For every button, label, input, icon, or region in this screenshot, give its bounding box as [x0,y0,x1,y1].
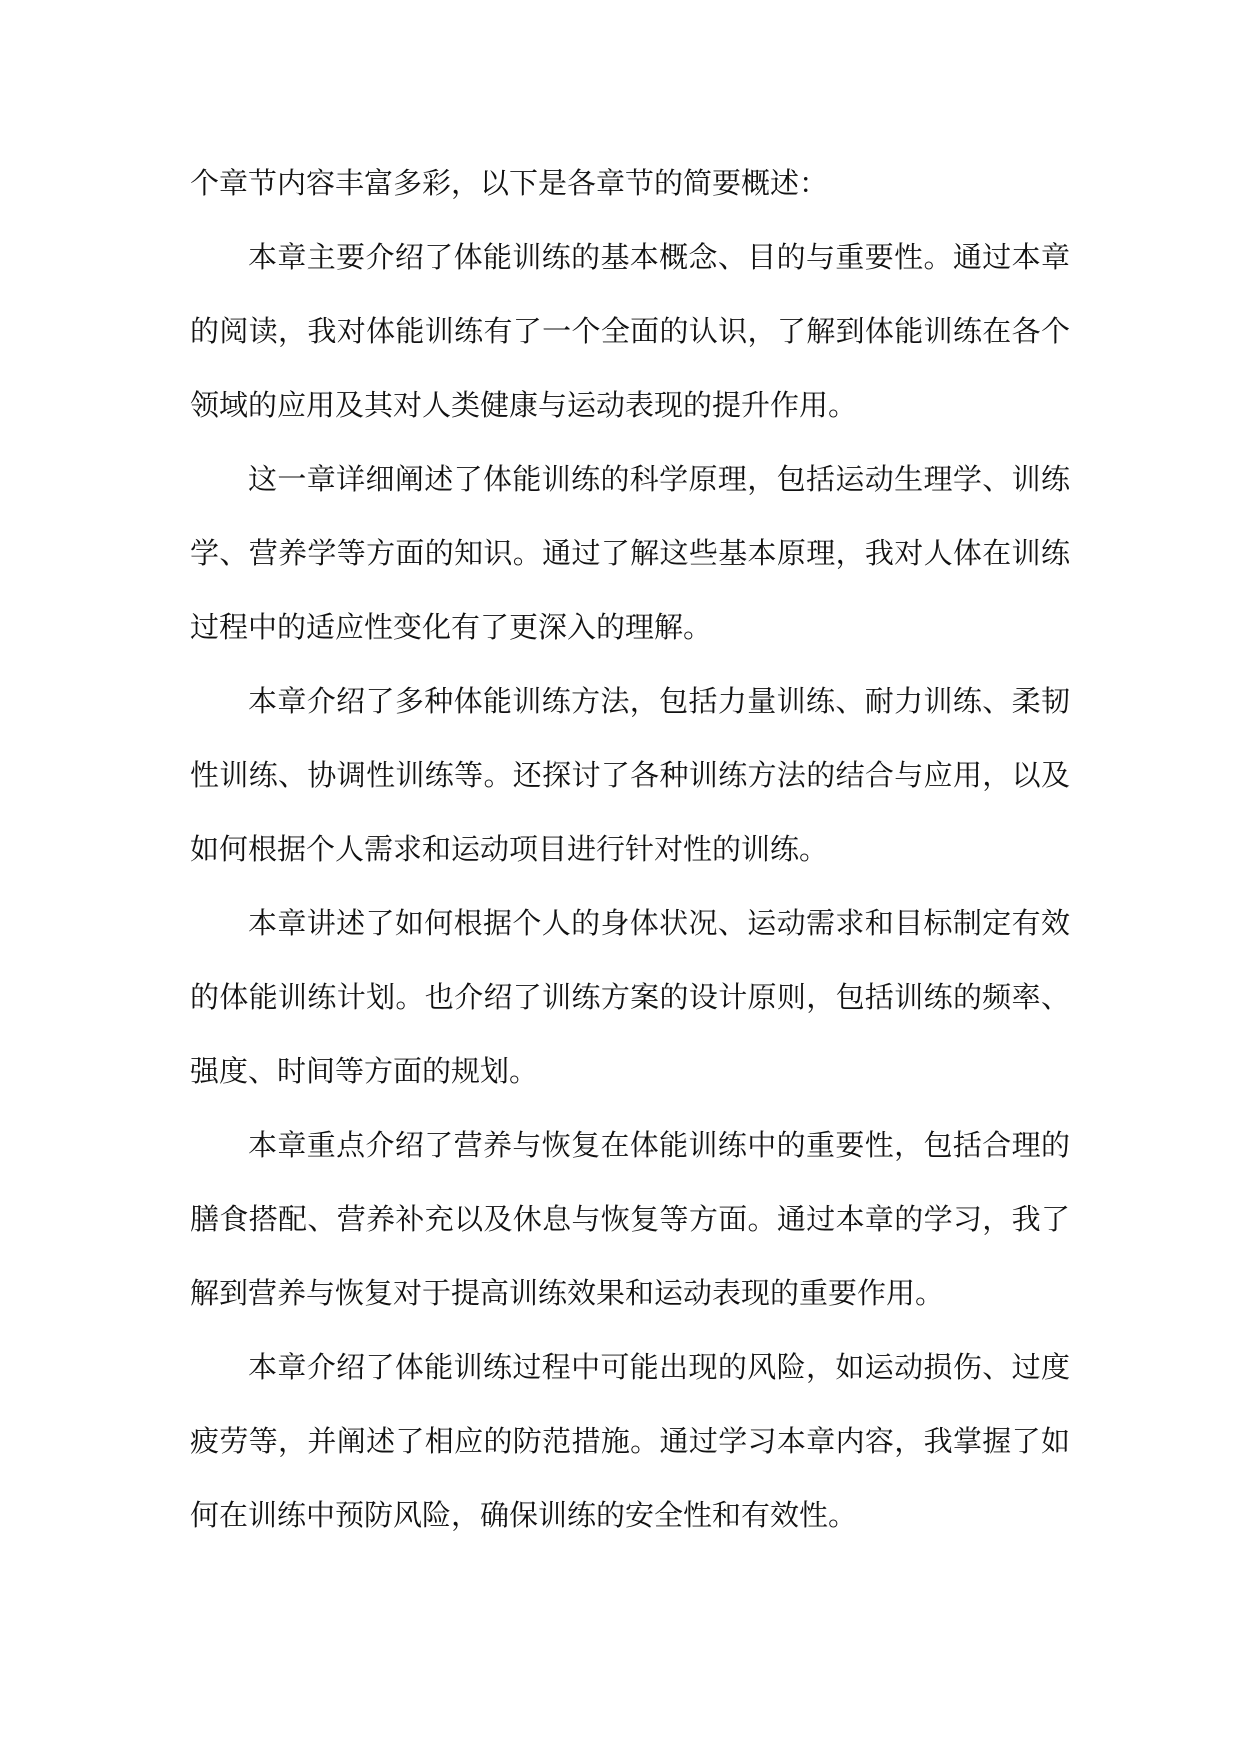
paragraph-chapter-overview: 本章主要介绍了体能训练的基本概念、目的与重要性。通过本章的阅读，我对体能训练有了一个全面的认识，了解到体能训练在各个领域的应用及其对人类健康与运动表现的提升作用。 [190,240,1070,422]
paragraph-chapter-risk: 本章介绍了体能训练过程中可能出现的风险，如运动损伤、过度疲劳等，并阐述了相应的防范措施。通过学习本章内容，我掌握了如何在训练中预防风险，确保训练的安全性和有效性。 [190,1350,1070,1532]
paragraph-chapter-nutrition: 本章重点介绍了营养与恢复在体能训练中的重要性，包括合理的膳食搭配、营养补充以及休息与恢复等方面。通过本章的学习，我了解到营养与恢复对于提高训练效果和运动表现的重要作用。 [190,1128,1070,1310]
paragraph-intro-continued: 个章节内容丰富多彩，以下是各章节的简要概述： [190,166,829,200]
paragraph-chapter-methods: 本章介绍了多种体能训练方法，包括力量训练、耐力训练、柔韧性训练、协调性训练等。还探讨了各种训练方法的结合与应用，以及如何根据个人需求和运动项目进行针对性的训练。 [190,684,1070,866]
paragraph-chapter-planning: 本章讲述了如何根据个人的身体状况、运动需求和目标制定有效的体能训练计划。也介绍了训练方案的设计原则，包括训练的频率、强度、时间等方面的规划。 [190,906,1070,1088]
paragraph-chapter-principles: 这一章详细阐述了体能训练的科学原理，包括运动生理学、训练学、营养学等方面的知识。通过了解这些基本原理，我对人体在训练过程中的适应性变化有了更深入的理解。 [190,462,1070,644]
document-body [190,146,1070,1552]
